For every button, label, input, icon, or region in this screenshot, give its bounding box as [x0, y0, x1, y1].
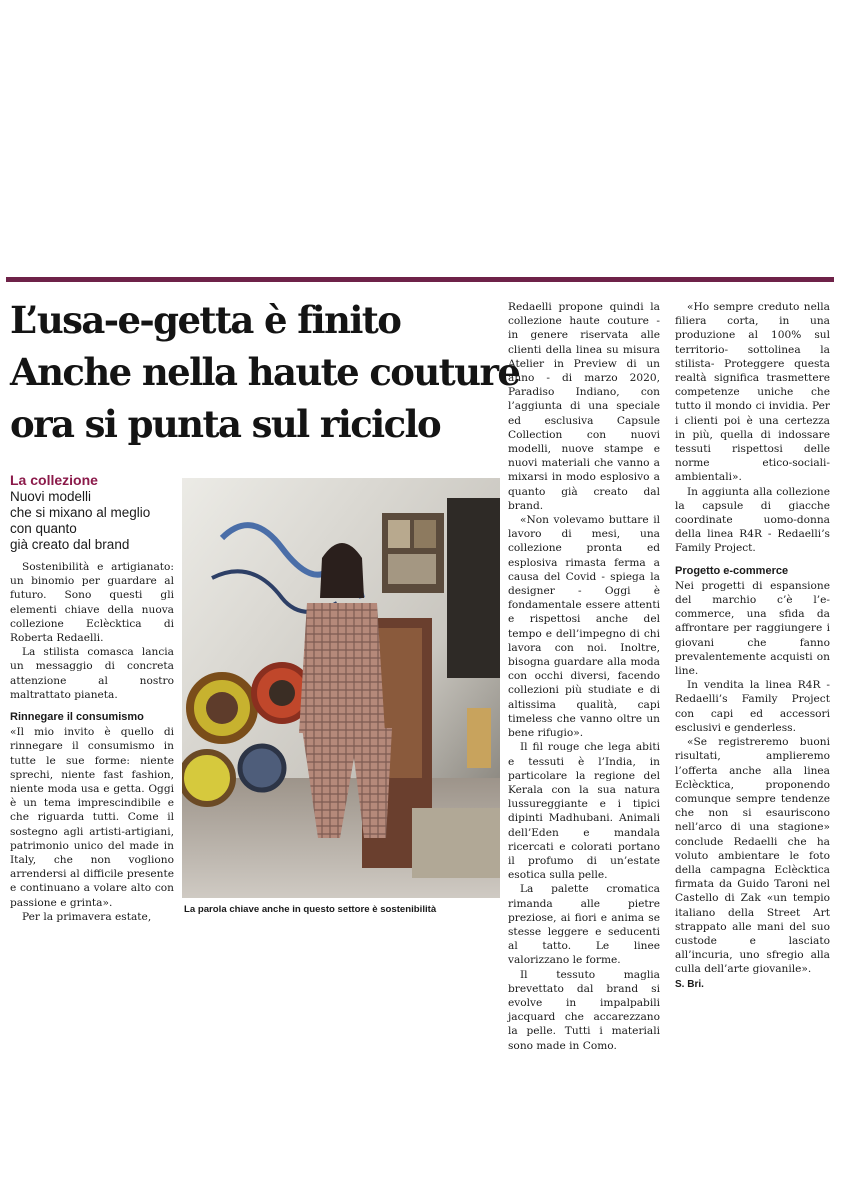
paragraph: «Non volevamo buttare il lavoro di mesi, una collezione pronta ed esplosiva rimasta ferma a causa del Covid - spiega la designer - Oggi è fondamentale essere attenti e rispettosi anche del tempo e dell’impegno di chi lavora con noi. Inoltre, bisogna guardare alla moda con occhi diversi, facendo collezioni più studiate e di altissima qualità, capi timeless che vanno oltre un bene rifugio».	[508, 514, 660, 740]
article-photo	[182, 478, 500, 898]
photo-caption: La parola chiave anche in questo settore è sostenibilità	[184, 904, 437, 915]
paragraph: Redaelli propone quindi la collezione haute couture - in genere riservata alle clienti della linea su misura Atelier in Preview di un anno - di marzo 2020, Paradiso Indiano, con l’aggiunta di una speciale ed esclusiva Capsule Collection con nuovi modelli, nuove stampe e nuovi materiali che vanno a mixarsi in modo esplosivo a quanto già creato dal brand.	[508, 301, 660, 512]
summary-line: con quanto	[10, 521, 77, 536]
article-column-1	[10, 560, 174, 924]
paragraph: Sostenibilità e artigianato: un binomio per guardare al futuro. Sono questi gli elementi chiave della nuova collezione Eclècktica di Roberta Redaelli.	[10, 561, 174, 645]
summary	[10, 489, 180, 553]
top-rule	[6, 277, 834, 282]
paragraph: In aggiunta alla collezione la capsule di giacche coordinate uomo-donna della linea R4R - Redaelli’s Family Project.	[675, 485, 830, 555]
headline	[10, 294, 520, 450]
paragraph: «Il mio invito è quello di rinnegare il consumismo in tutte le sue forme: niente sprechi, niente fast fashion, niente moda usa e getta. Oggi è un tema imprescindibile e che riguarda tutti. Come il sostegno agli artisti-artigiani, patrimonio unico del made in Italy, che non vogliono arrendersi al difficile presente e continuano a volare alto con passione e grinta».	[10, 726, 174, 909]
subheading-consumismo: Rinnegare il consumismo	[10, 711, 144, 724]
subheading-ecommerce: Progetto e-commerce	[675, 564, 789, 577]
paragraph: Per la primavera estate,	[22, 910, 152, 923]
summary-line: Nuovi modelli	[10, 489, 92, 504]
section-label: La collezione	[10, 472, 98, 488]
author-signature: S. Bri.	[675, 978, 704, 990]
paragraph: La stilista comasca lancia un messaggio di concreta attenzione al nostro maltrattato pianeta.	[10, 646, 174, 701]
paragraph: Nei progetti di espansione del marchio c’è l’e-commerce, una sfida da affrontare per raggiungere i giovani che fanno prevalentemente acquisti on line.	[675, 579, 830, 678]
paragraph: «Se registreremo buoni risultati, amplieremo l’offerta anche alla linea Eclècktica, proponendo comunque sempre tendenze che non si esauriscono nell’arco di una stagione» conclude Redaelli che ha voluto ambientare le foto della campagna Eclècktica firmata da Guido Taroni nel Castello di Zak «un tempio italiano della Street Art strappato alle mani del suo custode e lasciato all’incuria, uno sfregio alla culla dell’arte giovanile».	[675, 736, 830, 976]
paragraph: Il fil rouge che lega abiti e tessuti è l’India, in particolare la regione del Kerala con la sua natura lussureggiante e i tipici dipinti Madhubani. Animali dell’Eden e mandala ricercati e colorati portano il profumo di un’estate esotica sulla pelle.	[508, 741, 660, 882]
summary-line: già creato dal brand	[10, 537, 130, 552]
headline-line-1: L’usa-e-getta è finito	[10, 298, 401, 342]
paragraph: In vendita la linea R4R - Redaelli’s Family Project con capi ed accessori esclusivi e genderless.	[675, 679, 830, 734]
article-column-2	[508, 300, 660, 1053]
headline-line-3: ora si punta sul riciclo	[10, 402, 441, 446]
photo-illustration	[182, 478, 500, 898]
paragraph: «Ho sempre creduto nella filiera corta, in una produzione al 100% sul territorio- sottolinea la stilista- Proteggere questa realtà significa trasmettere competenze uniche che tutto il mondo ci invidia. Per i clienti poi è una certezza in più, quella di indossare tessuti rispettosi delle norme etico-sociali-ambientali».	[675, 301, 830, 484]
summary-line: che si mixano al meglio	[10, 505, 151, 520]
paragraph: La palette cromatica rimanda alle pietre preziose, ai fiori e anima se stesse leggere e seducenti al tatto. Le linee valorizzano le forme.	[508, 883, 660, 967]
headline-line-2: Anche nella haute couture	[10, 350, 520, 394]
article-column-3	[675, 300, 830, 992]
paragraph: Il tessuto maglia brevettato dal brand si evolve in impalpabili jacquard che accarezzano la pelle. Tutti i materiali sono made in Como.	[508, 968, 660, 1052]
